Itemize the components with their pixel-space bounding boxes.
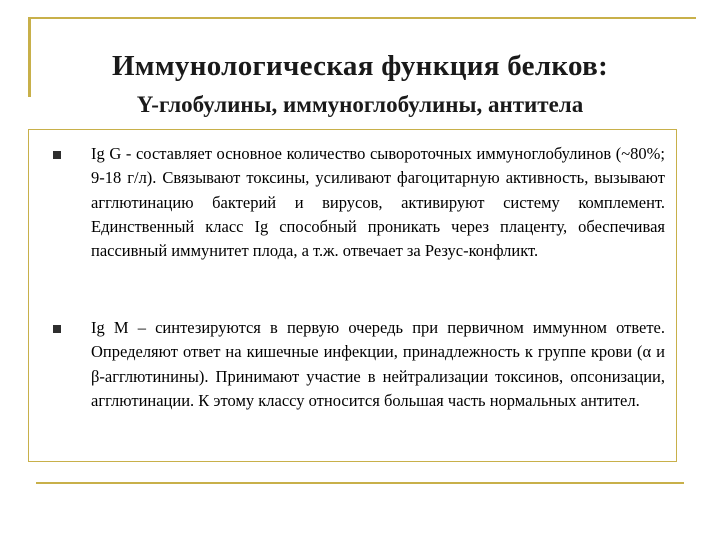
slide-subtitle: Υ-глобулины, иммуноглобулины, антитела bbox=[136, 92, 584, 117]
decorative-rule-bottom bbox=[36, 482, 684, 484]
bullet-text-igg: Ig G - составляет основное количество сывороточных иммуноглобулинов (~80%; 9-18 г/л). Связывают токсины, усиливают фагоцитарную активность, вызывают агглютинацию бактерий и вирусов, активируют систему комплемент. Единственный класс Ig способный проникать через плаценту, обеспечивая пассивный иммунитет плода, а т.ж. отвечает за Резус-конфликт. bbox=[91, 144, 665, 261]
slide-title: Иммунологическая функция белков: bbox=[111, 50, 609, 82]
square-bullet-icon bbox=[53, 325, 61, 333]
content-box bbox=[28, 129, 677, 462]
decorative-rule-top bbox=[28, 17, 696, 19]
decorative-rule-left bbox=[28, 17, 31, 97]
bullet-item-igg bbox=[53, 142, 665, 263]
square-bullet-icon bbox=[53, 151, 61, 159]
bullet-item-igm bbox=[53, 316, 665, 413]
bullet-text-igm: Ig M – синтезируются в первую очередь при первичном иммунном ответе. Определяют ответ на кишечные инфекции, принадлежность к группе крови (α и β-агглютинины). Принимают участие в нейтрализации токсинов, опсонизации, агглютинации. К этому классу относится большая часть нормальных антител. bbox=[91, 318, 665, 410]
